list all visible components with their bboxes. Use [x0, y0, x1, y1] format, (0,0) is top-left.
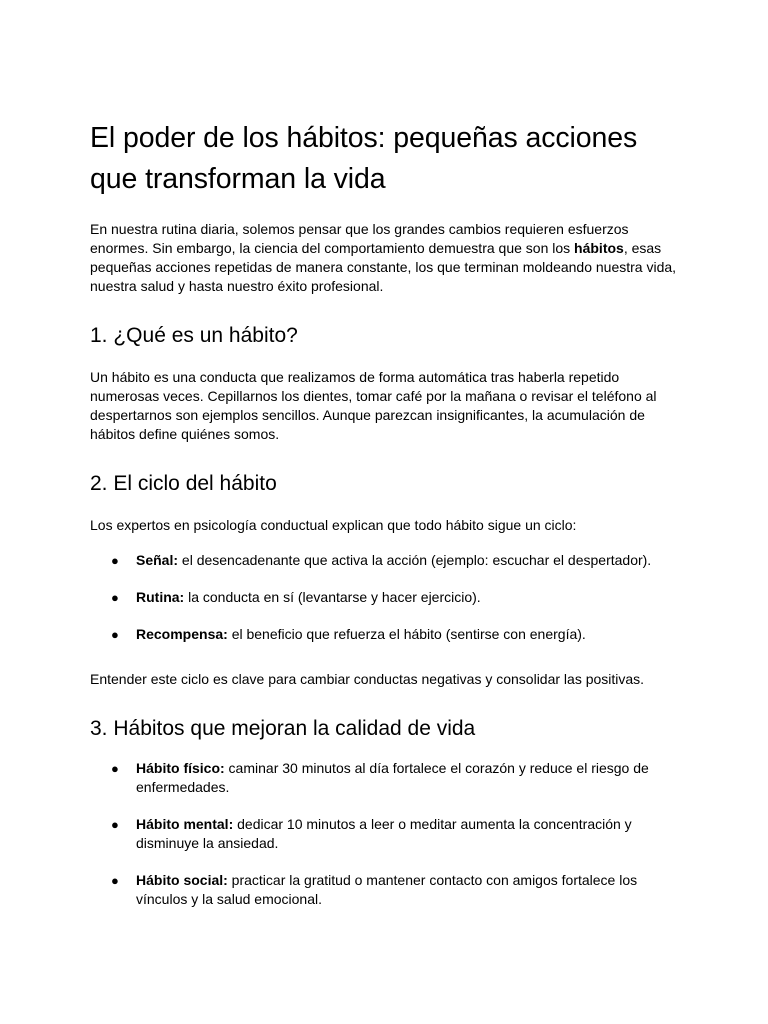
- section-2-closing: Entender este ciclo es clave para cambiar conductas negativas y consolidar las positivas.: [90, 671, 645, 687]
- list-item: [90, 815, 680, 853]
- list-item-text: la conducta en sí (levantarse y hacer ejercicio).: [184, 589, 481, 605]
- habit-cycle-list: [90, 551, 680, 644]
- quality-habits-list: [90, 759, 680, 909]
- intro-bold-term: hábitos: [574, 240, 624, 256]
- bullet-icon: ●: [111, 761, 119, 776]
- bullet-icon: ●: [111, 817, 119, 832]
- list-item: [90, 551, 680, 570]
- bullet-icon: ●: [111, 627, 119, 642]
- intro-text-before: En nuestra rutina diaria, solemos pensar que los grandes cambios requieren esfuerzos enormes. Sin embargo, la ciencia del comportamiento demuestra que son los: [90, 221, 629, 256]
- list-item: [90, 871, 680, 909]
- list-item-label: Hábito social:: [136, 872, 228, 888]
- list-item-label: Recompensa:: [136, 626, 228, 642]
- bullet-icon: ●: [111, 873, 119, 888]
- habit-cycle-list-wrapper: [90, 551, 680, 644]
- section-2-paragraph: Los expertos en psicología conductual explican que todo hábito sigue un ciclo:: [90, 517, 577, 533]
- intro-text-after: , esas pequeñas acciones repetidas de manera constante, los que terminan moldeando nuestra vida, nuestra salud y hasta nuestro éxito profesional.: [90, 240, 677, 294]
- list-item-text: dedicar 10 minutos a leer o meditar aumenta la concentración y disminuye la ansiedad.: [136, 816, 632, 851]
- list-item: [90, 759, 680, 797]
- list-item-label: Hábito mental:: [136, 816, 234, 832]
- section-3-heading: 3. Hábitos que mejoran la calidad de vida: [90, 717, 476, 740]
- list-item-text: el beneficio que refuerza el hábito (sentirse con energía).: [227, 626, 586, 642]
- list-item-label: Señal:: [136, 552, 179, 568]
- list-item-text: el desencadenante que activa la acción (ejemplo: escuchar el despertador).: [178, 552, 652, 568]
- section-1-heading: 1. ¿Qué es un hábito?: [90, 324, 298, 347]
- list-item-text: practicar la gratitud o mantener contacto con amigos fortalece los vínculos y la salud emocional.: [136, 872, 638, 907]
- document-title: El poder de los hábitos: pequeñas acciones que transforman la vida: [90, 122, 638, 195]
- list-item-label: Rutina:: [136, 589, 185, 605]
- bullet-icon: ●: [111, 590, 119, 605]
- intro-paragraph: [90, 220, 680, 296]
- list-item-text: caminar 30 minutos al día fortalece el corazón y reduce el riesgo de enfermedades.: [136, 760, 649, 795]
- section-2-heading: 2. El ciclo del hábito: [90, 472, 277, 495]
- document-page: [90, 118, 680, 927]
- section-1-paragraph: Un hábito es una conducta que realizamos de forma automática tras haberla repetido numerosas veces. Cepillarnos los dientes, tomar café por la mañana o revisar el teléfono al despertarnos son ejemplos sencillos. Aunque parezcan insignificantes, la acumulación de hábitos define quiénes somos.: [90, 369, 657, 442]
- list-item-label: Hábito físico:: [136, 760, 225, 776]
- list-item: [90, 588, 680, 607]
- list-item: [90, 625, 680, 644]
- bullet-icon: ●: [111, 553, 119, 568]
